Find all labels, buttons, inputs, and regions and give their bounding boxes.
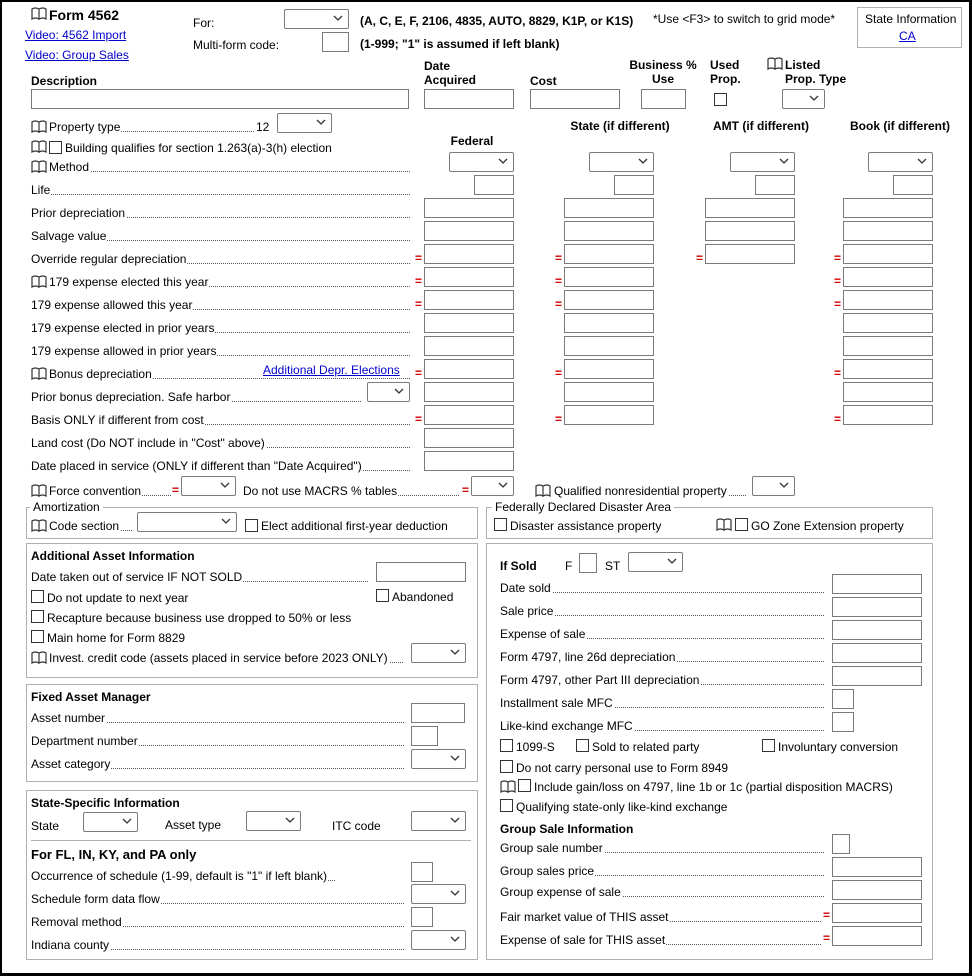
asset-type-label: Asset type xyxy=(165,818,222,832)
if-sold-title: If Sold xyxy=(500,559,537,573)
life-label: Life xyxy=(31,183,410,197)
e179-allowed-prior-state-input[interactable] xyxy=(564,336,654,356)
bonus-depreciation-label: Bonus depreciation xyxy=(49,367,410,381)
salvage-state-input[interactable] xyxy=(564,221,654,241)
multiform-label: Multi-form code: xyxy=(193,38,280,52)
chevron-down-icon xyxy=(220,480,230,490)
book-icon[interactable] xyxy=(31,367,47,380)
removal-method-input[interactable] xyxy=(411,907,433,927)
group-expense-label: Group expense of sale xyxy=(500,885,824,899)
invest-credit-select[interactable] xyxy=(411,643,466,663)
f4797-26d-label: Form 4797, line 26d depreciation xyxy=(500,650,824,664)
asset-category-label: Asset category xyxy=(31,757,404,771)
book-icon[interactable] xyxy=(500,780,516,793)
chevron-down-icon xyxy=(498,480,508,490)
e179-elected-prior-federal-input[interactable] xyxy=(424,313,514,333)
date-acquired-header: Date Acquired xyxy=(424,59,477,87)
chevron-down-icon xyxy=(316,117,326,127)
federal-header: Federal xyxy=(450,134,494,148)
occurrence-label: Occurrence of schedule (1-99, default is "1" if left blank) xyxy=(31,869,335,883)
multiform-hint: (1-999; "1" is assumed if left blank) xyxy=(360,37,560,51)
disaster-assistance-label: Disaster assistance property xyxy=(510,519,662,533)
book-icon[interactable] xyxy=(767,57,783,70)
video-group-sales-link[interactable]: Video: Group Sales xyxy=(25,48,129,62)
state-info-box xyxy=(857,7,962,48)
bonus-state-equals: = xyxy=(555,366,563,380)
involuntary-checkbox[interactable] xyxy=(762,739,775,752)
include-gain-checkbox[interactable] xyxy=(518,779,531,792)
no-update-label: Do not update to next year xyxy=(47,591,189,605)
video-import-link[interactable]: Video: 4562 Import xyxy=(25,28,127,42)
force-convention-select[interactable] xyxy=(181,476,236,496)
amt-header: AMT (if different) xyxy=(713,119,809,133)
code-section-label: Code section xyxy=(49,519,132,533)
main-home-checkbox[interactable] xyxy=(31,630,44,643)
e179-allowed-federal-input[interactable] xyxy=(424,290,514,310)
involuntary-label: Involuntary conversion xyxy=(778,740,899,754)
method-state-select[interactable] xyxy=(589,152,654,172)
additional-asset-title: Additional Asset Information xyxy=(31,549,195,563)
chevron-down-icon xyxy=(394,386,404,396)
chevron-down-icon xyxy=(221,516,231,526)
schedule-flow-label: Schedule form data flow xyxy=(31,892,404,906)
invest-credit-label: Invest. credit code (assets placed in service before 2023 ONLY) xyxy=(49,651,403,665)
itc-code-select[interactable] xyxy=(411,811,466,831)
e179-elected-federal-equals: = xyxy=(415,274,423,288)
chevron-down-icon xyxy=(779,480,789,490)
f4797-other-label: Form 4797, other Part III depreciation xyxy=(500,673,824,687)
no-carry-checkbox[interactable] xyxy=(500,760,513,773)
chevron-down-icon xyxy=(285,815,295,825)
e179-allowed-book-input[interactable] xyxy=(843,290,933,310)
state-label: State xyxy=(31,819,60,833)
expense-of-sale-label: Expense of sale xyxy=(500,627,824,641)
state-info-link[interactable]: CA xyxy=(899,29,916,43)
f4797-other-input[interactable] xyxy=(832,666,922,686)
fmv-input[interactable] xyxy=(832,903,922,923)
go-zone-checkbox[interactable] xyxy=(735,518,748,531)
disaster-assistance-checkbox[interactable] xyxy=(494,518,507,531)
fmv-label: Fair market value of THIS asset xyxy=(500,910,821,924)
land-cost-input[interactable] xyxy=(424,428,514,448)
schedule-flow-select[interactable] xyxy=(411,884,466,904)
chevron-down-icon xyxy=(122,816,132,826)
amortization-legend: Amortization xyxy=(30,500,103,514)
method-label: Method xyxy=(49,160,410,174)
salvage-amt-input[interactable] xyxy=(705,221,795,241)
fmv-equals: = xyxy=(823,908,831,922)
bonus-book-equals: = xyxy=(834,366,842,380)
date-sold-label: Date sold xyxy=(500,581,824,595)
no-macrs-equals: = xyxy=(462,483,470,497)
asset-number-input[interactable] xyxy=(411,703,465,723)
likekind-mfc-input[interactable] xyxy=(832,712,854,732)
date-placed-label: Date placed in service (ONLY if different than "Date Acquired") xyxy=(31,459,410,473)
group-sale-number-label: Group sale number xyxy=(500,841,824,855)
method-book-select[interactable] xyxy=(868,152,933,172)
chevron-down-icon xyxy=(333,13,343,23)
e179-allowed-label: 179 expense allowed this year xyxy=(31,298,410,312)
indiana-county-label: Indiana county xyxy=(31,938,404,952)
chevron-down-icon xyxy=(450,815,460,825)
book-icon[interactable] xyxy=(31,7,47,20)
property-type-value: 12 xyxy=(256,120,270,134)
removal-method-label: Removal method xyxy=(31,915,404,929)
listed-prop-type-select[interactable] xyxy=(782,89,825,109)
book-icon[interactable] xyxy=(31,160,47,173)
e179-elected-state-equals: = xyxy=(555,274,563,288)
chevron-down-icon xyxy=(917,156,927,166)
e179-allowed-prior-federal-input[interactable] xyxy=(424,336,514,356)
sold-related-checkbox[interactable] xyxy=(576,739,589,752)
land-cost-label: Land cost (Do NOT include in "Cost" above) xyxy=(31,436,410,450)
listed-prop-type-header: Listed Prop. Type xyxy=(785,58,847,86)
group-sale-number-input[interactable] xyxy=(832,834,850,854)
group-sales-price-label: Group sales price xyxy=(500,864,824,878)
st-select[interactable] xyxy=(628,552,683,572)
override-book-input[interactable] xyxy=(843,244,933,264)
asset-number-label: Asset number xyxy=(31,711,404,725)
expense-this-equals: = xyxy=(823,931,831,945)
c1099s-label: 1099-S xyxy=(516,740,555,754)
building-qualifies-label: Building qualifies for section 1.263(a)-3(h) election xyxy=(65,141,332,155)
date-out-label: Date taken out of service IF NOT SOLD xyxy=(31,570,368,584)
sale-price-label: Sale price xyxy=(500,604,824,618)
code-section-select[interactable] xyxy=(137,512,237,532)
override-federal-input[interactable] xyxy=(424,244,514,264)
book-icon[interactable] xyxy=(535,484,551,497)
indiana-county-select[interactable] xyxy=(411,930,466,950)
department-number-input[interactable] xyxy=(411,726,438,746)
state-info-title: State Information xyxy=(865,12,957,26)
life-federal-input[interactable] xyxy=(474,175,514,195)
date-placed-input[interactable] xyxy=(424,451,514,471)
elect-first-year-checkbox[interactable] xyxy=(245,519,258,532)
description-input[interactable] xyxy=(31,89,409,109)
e179-elected-book-equals: = xyxy=(834,274,842,288)
book-icon[interactable] xyxy=(31,275,47,288)
installment-mfc-label: Installment sale MFC xyxy=(500,696,824,710)
bonus-federal-equals: = xyxy=(415,366,423,380)
cost-header: Cost xyxy=(530,74,557,88)
e179-allowed-state-input[interactable] xyxy=(564,290,654,310)
business-use-header: Business % Use xyxy=(629,58,697,86)
date-sold-input[interactable] xyxy=(832,574,922,594)
prior-depreciation-federal-input[interactable] xyxy=(424,198,514,218)
prior-depreciation-book-input[interactable] xyxy=(843,198,933,218)
salvage-book-input[interactable] xyxy=(843,221,933,241)
used-prop-checkbox[interactable] xyxy=(714,93,727,106)
override-book-equals: = xyxy=(834,251,842,265)
basis-only-label: Basis ONLY if different from cost xyxy=(31,413,410,427)
life-book-input[interactable] xyxy=(893,175,933,195)
force-convention-equals: = xyxy=(172,483,180,497)
override-federal-equals: = xyxy=(415,251,423,265)
grid-mode-hint: *Use <F3> to switch to grid mode* xyxy=(653,12,836,26)
salvage-value-label: Salvage value xyxy=(31,229,410,243)
e179-elected-prior-state-input[interactable] xyxy=(564,313,654,333)
business-use-input[interactable] xyxy=(641,89,686,109)
recapture-checkbox[interactable] xyxy=(31,610,44,623)
no-carry-label: Do not carry personal use to Form 8949 xyxy=(516,761,729,775)
sold-related-label: Sold to related party xyxy=(592,740,700,754)
no-macrs-select[interactable] xyxy=(471,476,514,496)
date-acquired-input[interactable] xyxy=(424,89,514,109)
qualified-nonres-select[interactable] xyxy=(752,476,795,496)
prior-depreciation-label: Prior depreciation xyxy=(31,206,410,220)
override-label: Override regular depreciation xyxy=(31,252,410,266)
additional-depr-link[interactable]: Additional Depr. Elections xyxy=(263,363,400,377)
basis-federal-equals: = xyxy=(415,412,423,426)
basis-state-input[interactable] xyxy=(564,405,654,425)
st-label: ST xyxy=(605,559,621,573)
chevron-down-icon xyxy=(498,156,508,166)
occurrence-input[interactable] xyxy=(411,862,433,882)
prior-depreciation-state-input[interactable] xyxy=(564,198,654,218)
chevron-down-icon xyxy=(667,556,677,566)
e179-elected-federal-input[interactable] xyxy=(424,267,514,287)
include-gain-label: Include gain/loss on 4797, line 1b or 1c (partial disposition MACRS) xyxy=(534,780,893,794)
prior-bonus-label: Prior bonus depreciation. Safe harbor xyxy=(31,390,361,404)
building-qualifies-checkbox[interactable] xyxy=(49,141,62,154)
for-label: For: xyxy=(193,16,215,30)
go-zone-label: GO Zone Extension property xyxy=(751,519,904,533)
asset-category-select[interactable] xyxy=(411,749,466,769)
e179-allowed-state-equals: = xyxy=(555,297,563,311)
bonus-book-input[interactable] xyxy=(843,359,933,379)
for-hint: (A, C, E, F, 2106, 4835, AUTO, 8829, K1P, or K1S) xyxy=(360,14,634,28)
book-icon[interactable] xyxy=(31,140,47,153)
group-expense-input[interactable] xyxy=(832,880,922,900)
prior-depreciation-amt-input[interactable] xyxy=(705,198,795,218)
basis-federal-input[interactable] xyxy=(424,405,514,425)
expense-of-sale-input[interactable] xyxy=(832,620,922,640)
book-icon[interactable] xyxy=(31,651,47,664)
qualifying-state-checkbox[interactable] xyxy=(500,799,513,812)
prior-bonus-federal-input[interactable] xyxy=(424,382,514,402)
state-subtitle: For FL, IN, KY, and PA only xyxy=(31,847,197,862)
expense-this-label: Expense of sale for THIS asset xyxy=(500,933,821,947)
property-type-label: Property type xyxy=(49,120,254,134)
state-specific-title: State-Specific Information xyxy=(31,796,180,810)
chevron-down-icon xyxy=(638,156,648,166)
book-icon[interactable] xyxy=(31,120,47,133)
form-title: Form 4562 xyxy=(49,7,120,23)
bonus-federal-input[interactable] xyxy=(424,359,514,379)
itc-code-label: ITC code xyxy=(332,819,381,833)
salvage-federal-input[interactable] xyxy=(424,221,514,241)
recapture-label: Recapture because business use dropped to 50% or less xyxy=(47,611,352,625)
book-header: Book (if different) xyxy=(850,119,950,133)
bonus-state-input[interactable] xyxy=(564,359,654,379)
main-home-label: Main home for Form 8829 xyxy=(47,631,186,645)
cost-input[interactable] xyxy=(530,89,620,109)
qualifying-state-label: Qualifying state-only like-kind exchange xyxy=(516,800,728,814)
override-amt-equals: = xyxy=(696,251,704,265)
e179-elected-label: 179 expense elected this year xyxy=(49,275,410,289)
method-amt-select[interactable] xyxy=(730,152,795,172)
override-state-input[interactable] xyxy=(564,244,654,264)
e179-allowed-book-equals: = xyxy=(834,297,842,311)
group-sales-price-input[interactable] xyxy=(832,857,922,877)
chevron-down-icon xyxy=(809,93,819,103)
e179-elected-prior-book-input[interactable] xyxy=(843,313,933,333)
safe-harbor-select[interactable] xyxy=(367,382,410,402)
abandoned-checkbox[interactable] xyxy=(376,589,389,602)
state-header: State (if different) xyxy=(570,119,670,133)
no-update-checkbox[interactable] xyxy=(31,590,44,603)
state-select[interactable] xyxy=(83,812,138,832)
life-amt-input[interactable] xyxy=(755,175,795,195)
e179-elected-prior-label: 179 expense elected in prior years xyxy=(31,321,410,335)
used-prop-header: Used Prop. xyxy=(710,58,741,86)
f4797-26d-input[interactable] xyxy=(832,643,922,663)
basis-book-equals: = xyxy=(834,412,842,426)
elect-first-year-label: Elect additional first-year deduction xyxy=(261,519,448,533)
force-convention-label: Force convention xyxy=(49,484,171,498)
e179-elected-book-input[interactable] xyxy=(843,267,933,287)
chevron-down-icon xyxy=(450,888,460,898)
prior-bonus-book-input[interactable] xyxy=(843,382,933,402)
no-macrs-label: Do not use MACRS % tables xyxy=(243,484,459,498)
installment-mfc-input[interactable] xyxy=(832,689,854,709)
book-icon[interactable] xyxy=(716,518,732,531)
chevron-down-icon xyxy=(450,753,460,763)
override-amt-input[interactable] xyxy=(705,244,795,264)
chevron-down-icon xyxy=(450,647,460,657)
abandoned-label: Abandoned xyxy=(392,590,454,604)
likekind-mfc-label: Like-kind exchange MFC xyxy=(500,719,824,733)
department-number-label: Department number xyxy=(31,734,404,748)
description-header: Description xyxy=(31,74,98,88)
e179-allowed-federal-equals: = xyxy=(415,297,423,311)
multiform-input[interactable] xyxy=(322,32,349,52)
chevron-down-icon xyxy=(779,156,789,166)
life-state-input[interactable] xyxy=(614,175,654,195)
f-input[interactable] xyxy=(579,553,597,573)
fixed-asset-title: Fixed Asset Manager xyxy=(31,690,151,704)
state-divider xyxy=(31,840,471,841)
f-label: F xyxy=(565,559,573,573)
group-sale-title: Group Sale Information xyxy=(500,822,634,836)
qualified-nonres-label: Qualified nonresidential property xyxy=(554,484,746,498)
asset-type-select[interactable] xyxy=(246,811,301,831)
sale-price-input[interactable] xyxy=(832,597,922,617)
e179-allowed-prior-label: 179 expense allowed in prior years xyxy=(31,344,410,358)
basis-book-input[interactable] xyxy=(843,405,933,425)
disaster-legend: Federally Declared Disaster Area xyxy=(492,500,674,514)
book-icon[interactable] xyxy=(31,519,47,532)
e179-elected-state-input[interactable] xyxy=(564,267,654,287)
chevron-down-icon xyxy=(450,934,460,944)
e179-allowed-prior-book-input[interactable] xyxy=(843,336,933,356)
property-type-select[interactable] xyxy=(277,113,332,133)
c1099s-checkbox[interactable] xyxy=(500,739,513,752)
date-out-input[interactable] xyxy=(376,562,466,582)
prior-bonus-state-input[interactable] xyxy=(564,382,654,402)
book-icon[interactable] xyxy=(31,484,47,497)
expense-this-input[interactable] xyxy=(832,926,922,946)
override-state-equals: = xyxy=(555,251,563,265)
method-federal-select[interactable] xyxy=(449,152,514,172)
for-select[interactable] xyxy=(284,9,349,29)
basis-state-equals: = xyxy=(555,412,563,426)
